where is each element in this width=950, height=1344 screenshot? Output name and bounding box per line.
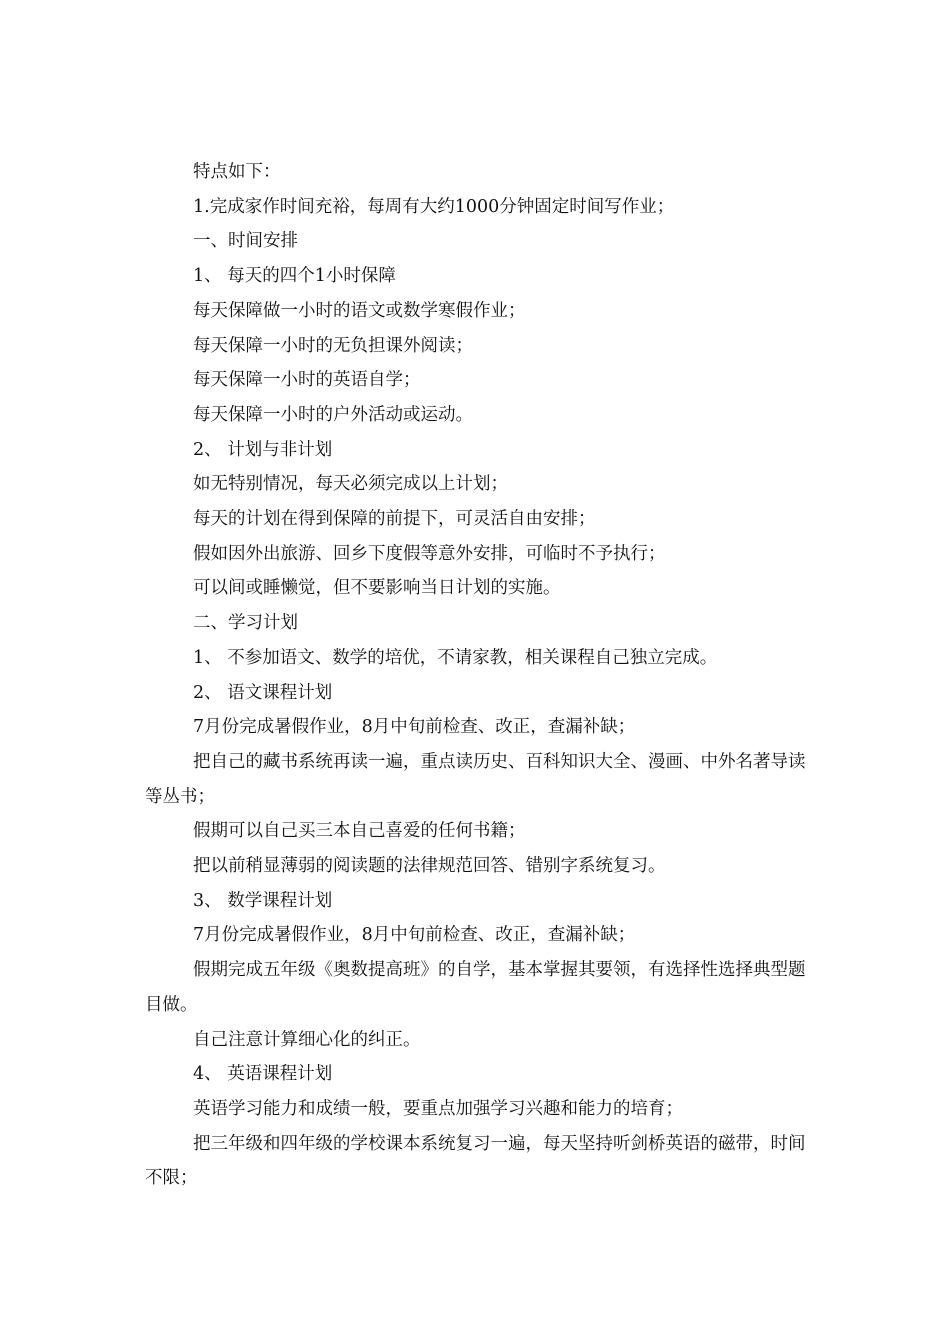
paragraph: 每天保障一小时的英语自学； [193,370,421,391]
paragraph: 如无特别情况，每天必须完成以上计划； [193,474,508,495]
paragraph: 每天保障做一小时的语文或数学寒假作业； [193,300,526,321]
paragraph: 特点如下： [193,162,281,182]
subsection-heading: 2、 语文课程计划 [193,682,333,703]
paragraph: 假期完成五年级《奥数提高班》的自学，基本掌握其要领，有选择性选择典型题目做。 [145,960,806,1015]
paragraph: 7月份完成暑假作业，8月中旬前检查、改正，查漏补缺； [193,925,636,946]
subsection-heading: 1、 每天的四个1小时保障 [193,266,396,287]
paragraph: 每天保障一小时的无负担课外阅读； [193,335,473,356]
paragraph: 把自己的藏书系统再读一遍，重点读历史、百科知识大全、漫画、中外名著导读等丛书； [145,751,806,807]
paragraph: 假期可以自己买三本自己喜爱的任何书籍； [193,821,526,842]
paragraph: 英语学习能力和成绩一般，要重点加强学习兴趣和能力的培育； [193,1098,683,1119]
paragraph: 把三年级和四年级的学校课本系统复习一遍，每天坚持听剑桥英语的磁带，时间不限； [145,1133,806,1189]
paragraph: 把以前稍显薄弱的阅读题的法律规范回答、错别字系统复习。 [193,856,666,877]
subsection-heading: 1、 不参加语文、数学的培优，不请家教，相关课程自己独立完成。 [193,647,718,668]
subsection-heading: 3、 数学课程计划 [193,890,333,911]
section-heading: 二、学习计划 [193,613,298,634]
paragraph: 1.完成家作时间充裕，每周有大约1000分钟固定时间写作业； [193,196,675,217]
subsection-heading: 2、 计划与非计划 [193,439,333,460]
paragraph: 每天的计划在得到保障的前提下，可灵活自由安排； [193,509,596,530]
paragraph: 7月份完成暑假作业，8月中旬前检查、改正，查漏补缺； [193,717,636,738]
section-heading: 一、时间安排 [193,231,298,252]
subsection-heading: 4、 英语课程计划 [193,1064,333,1085]
paragraph: 自己注意计算细心化的纠正。 [193,1029,421,1050]
document-body [145,155,817,1196]
paragraph: 每天保障一小时的户外活动或运动。 [193,404,473,425]
paragraph: 假如因外出旅游、回乡下度假等意外安排，可临时不予执行； [193,543,666,564]
paragraph: 可以间或睡懒觉，但不要影响当日计划的实施。 [193,578,561,599]
